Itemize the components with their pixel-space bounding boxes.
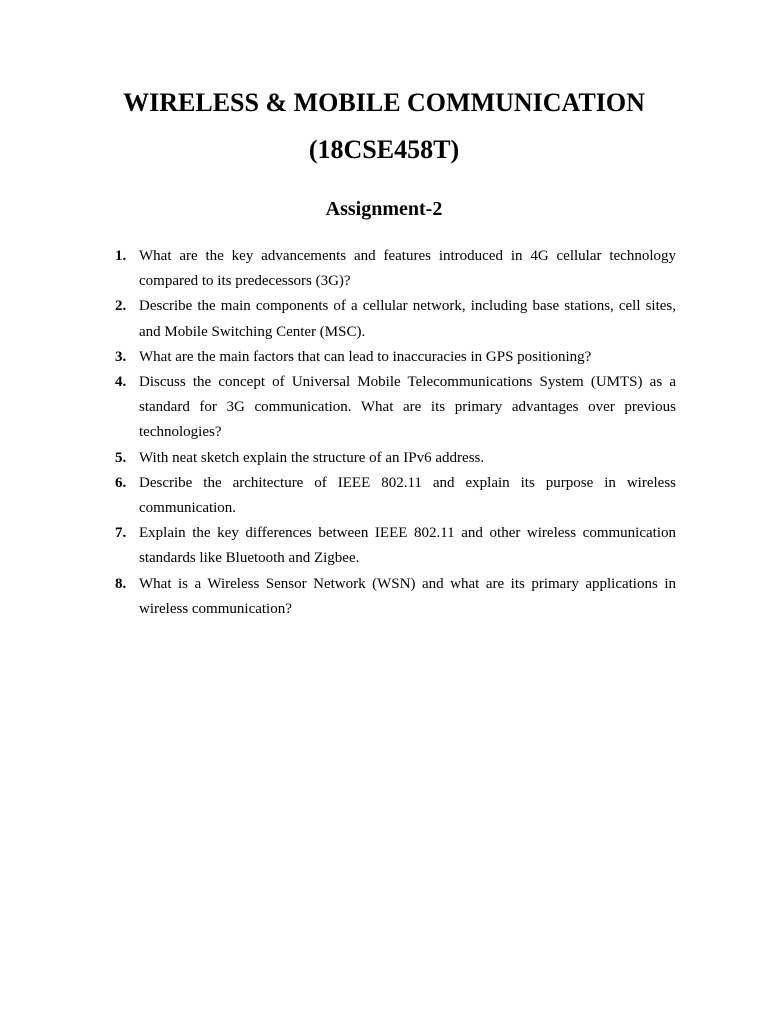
assignment-subtitle: Assignment-2 xyxy=(325,198,443,220)
question-item xyxy=(110,446,676,471)
question-item xyxy=(110,345,676,370)
question-item xyxy=(110,370,676,446)
question-number: 4. xyxy=(115,374,127,391)
question-number: 8. xyxy=(115,575,127,592)
document-title: WIRELESS & MOBILE COMMUNICATION xyxy=(123,88,645,117)
question-number: 6. xyxy=(115,474,127,491)
course-code: (18CSE458T) xyxy=(308,135,460,164)
question-number: 2. xyxy=(115,298,127,315)
question-text: What are the key advancements and features introduced in 4G cellular technology compared to its predecessors (3G)? xyxy=(139,248,676,290)
question-item xyxy=(110,244,676,294)
question-number: 7. xyxy=(115,525,127,542)
question-number: 1. xyxy=(115,248,127,264)
question-text: What is a Wireless Sensor Network (WSN) and what are its primary applications in wireless communication? xyxy=(139,575,676,617)
question-item xyxy=(110,471,676,521)
question-text: Discuss the concept of Universal Mobile Telecommunications System (UMTS) as a standard for 3G communication. What are its primary advantages over previous technologies? xyxy=(139,374,676,441)
question-text: With neat sketch explain the structure of an IPv6 address. xyxy=(139,449,485,466)
question-list xyxy=(110,244,676,622)
question-text: What are the main factors that can lead to inaccuracies in GPS positioning? xyxy=(139,348,592,365)
question-item xyxy=(110,294,676,344)
question-text: Explain the key differences between IEEE 802.11 and other wireless communication standards like Bluetooth and Zigbee. xyxy=(139,525,676,567)
question-item xyxy=(110,521,676,571)
question-number: 5. xyxy=(115,449,127,466)
question-text: Describe the architecture of IEEE 802.11 and explain its purpose in wireless communication. xyxy=(139,474,676,517)
question-text: Describe the main components of a cellular network, including base stations, cell sites, and Mobile Switching Center (MSC). xyxy=(139,298,676,340)
question-item xyxy=(110,572,676,622)
question-number: 3. xyxy=(115,348,127,365)
